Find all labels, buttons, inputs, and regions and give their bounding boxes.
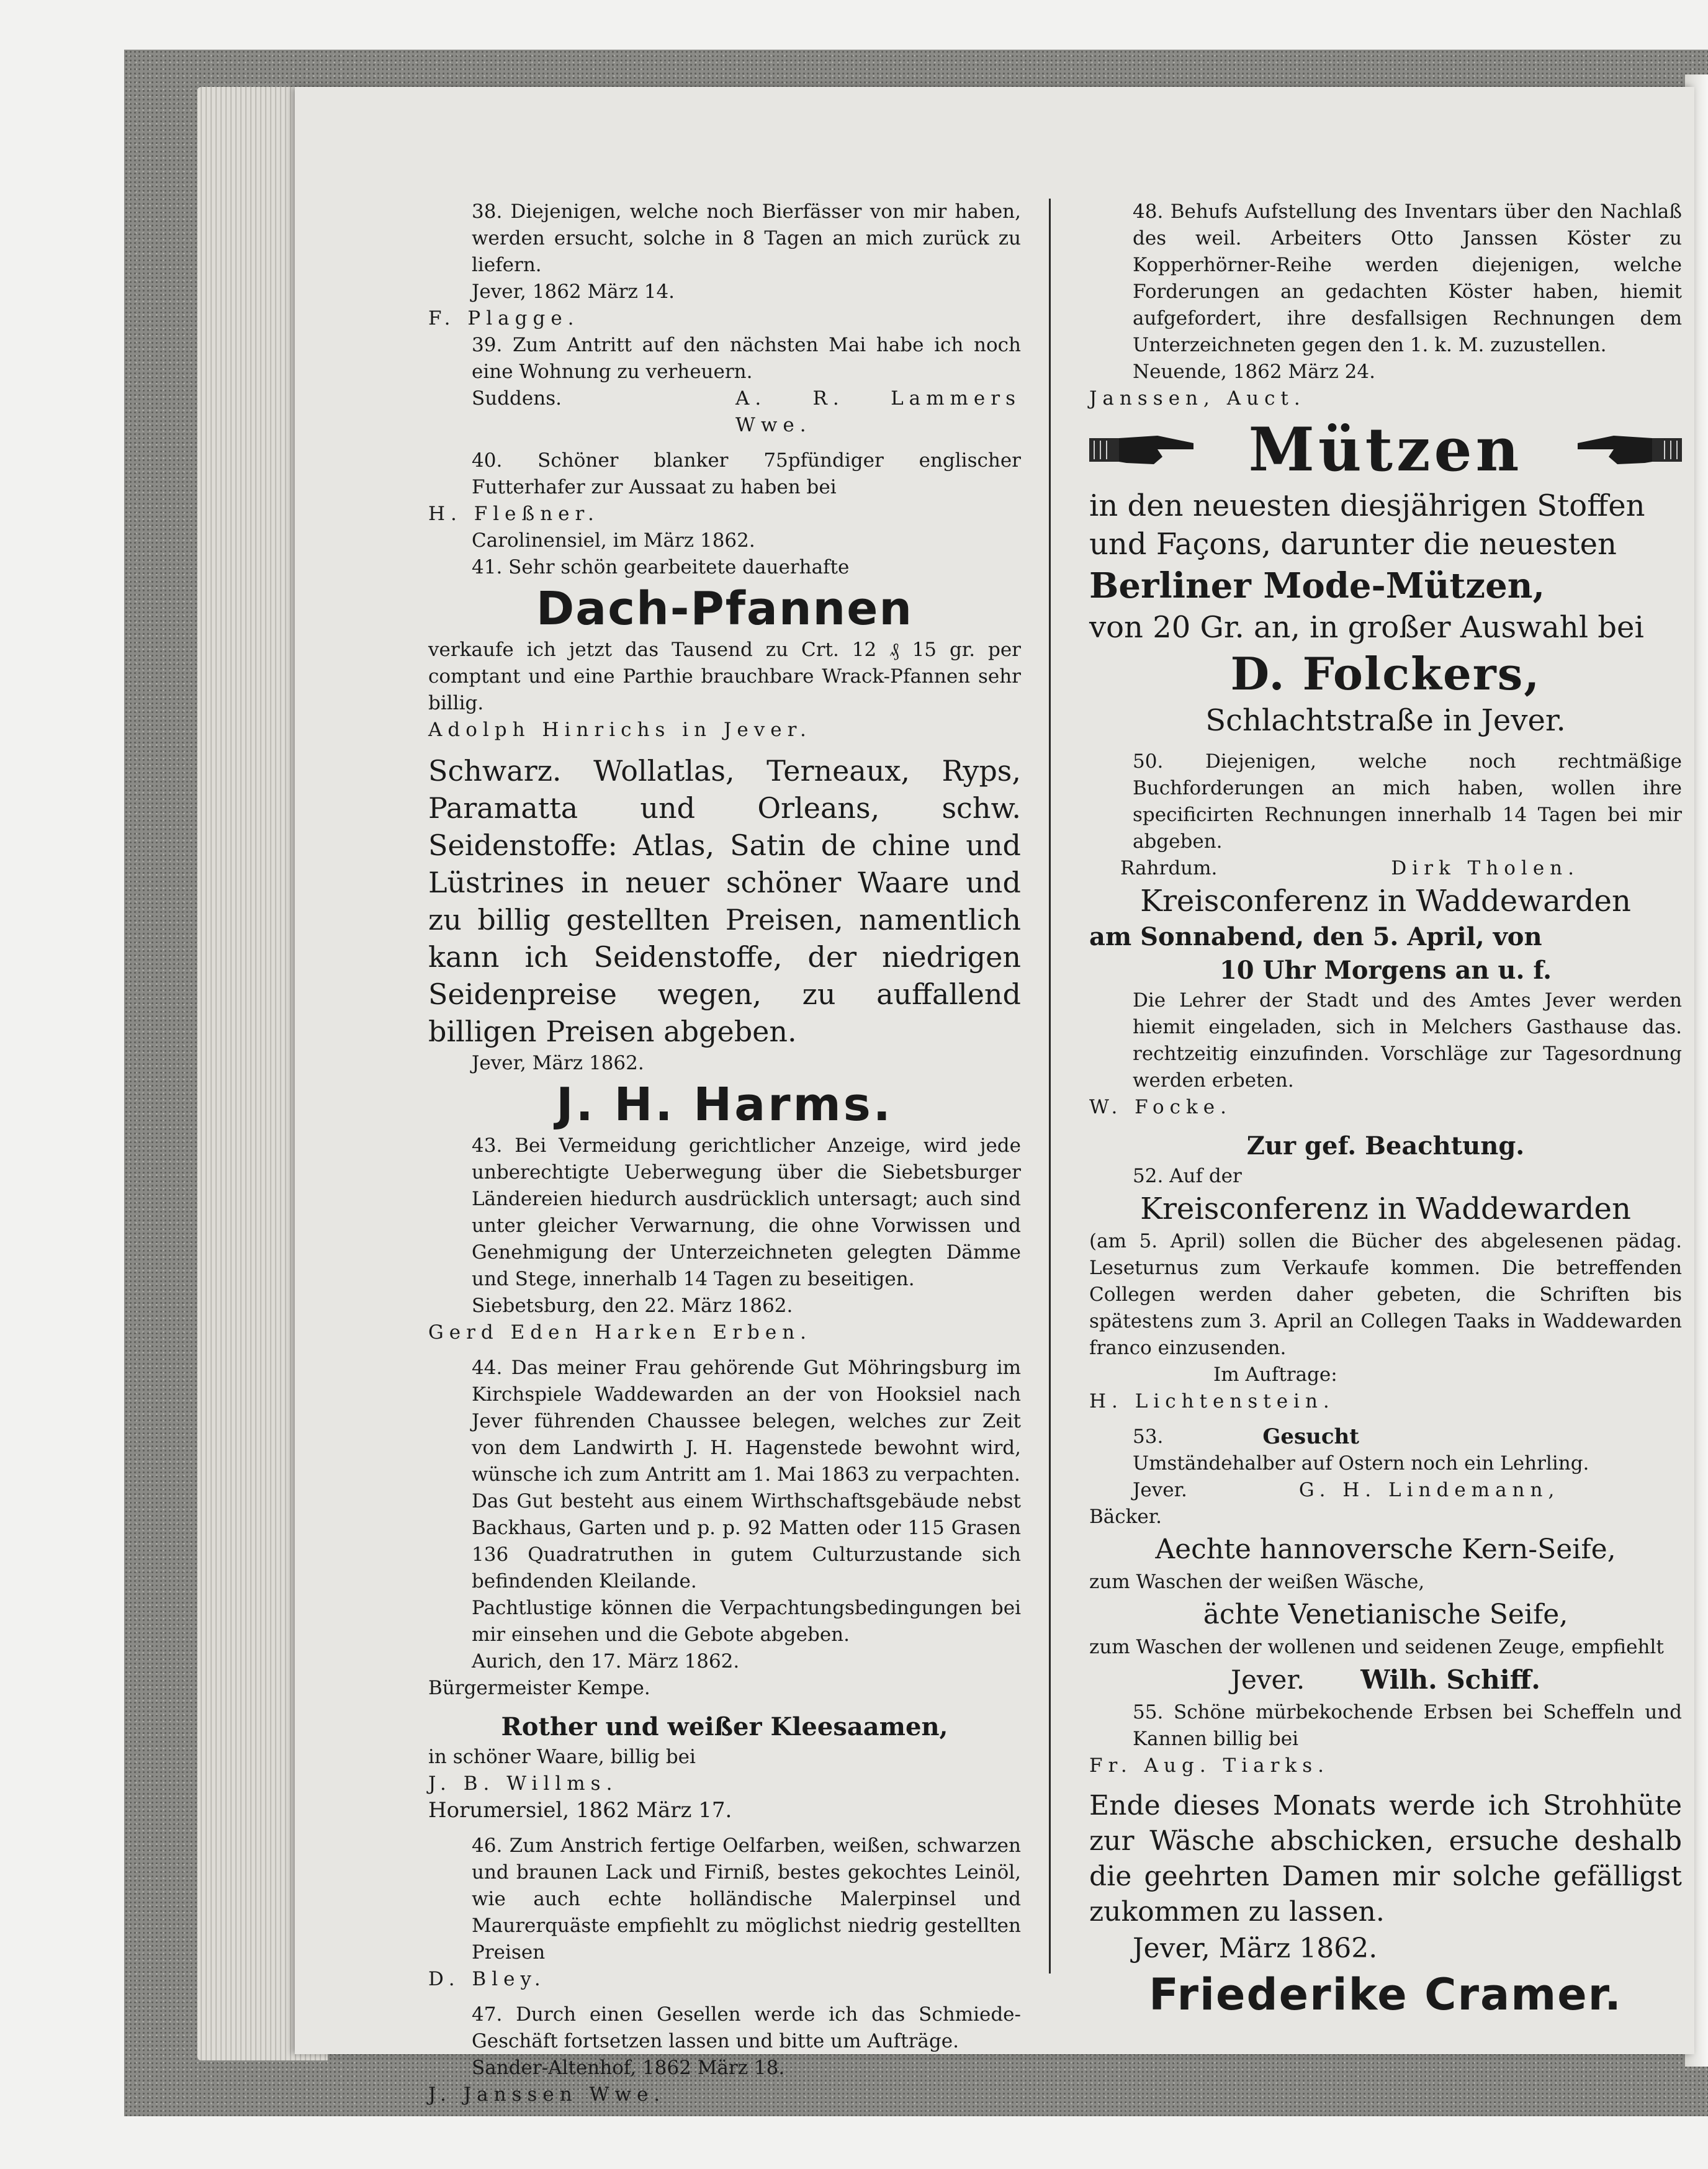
ad-38 xyxy=(428,199,1021,332)
ad-54 xyxy=(1089,1530,1682,1699)
ad-line-auftrag: Im Auftrage: xyxy=(1213,1363,1337,1386)
ad-49 xyxy=(1089,412,1682,740)
left-column xyxy=(428,199,1021,2108)
ad-53 xyxy=(1089,1424,1682,1530)
signature: Adolph Hinrichs in Jever. xyxy=(428,719,812,741)
column-divider xyxy=(1049,199,1051,1974)
ad-40 xyxy=(428,447,1021,554)
ad-text-2: Das Gut besteht aus einem Wirthschaftsgebäude nebst Backhaus, Garten und p. p. 92 Matten oder 115 Grasen 136 Quadratruthen in gutem Culturzustande sich befindenden Kleilande. xyxy=(472,1490,1021,1592)
headline-kleesaamen: Rother und weißer Kleesaamen, xyxy=(501,1712,948,1741)
signature: Wilh. Schiff. xyxy=(1360,1664,1540,1695)
ad-52 xyxy=(1089,1129,1682,1415)
place-date: Jever, März 1862. xyxy=(1133,1933,1378,1964)
headline-kern-seife: Aechte hannoversche Kern-Seife, xyxy=(1155,1534,1616,1565)
ad-intro: 41. Sehr schön gearbeitete dauerhafte xyxy=(472,556,850,578)
headline-beachtung: Zur gef. Beachtung. xyxy=(1246,1131,1525,1161)
headline-folckers: D. Folckers, xyxy=(1230,647,1541,700)
ad-text: verkaufe ich jetzt das Tausend zu Crt. 12 ₰ 15 gr. per comptant und eine Parthie brauchbare Wrack-Pfannen sehr billig. xyxy=(428,639,1021,714)
ad-line-3: 10 Uhr Morgens an u. f. xyxy=(1219,956,1552,985)
ad-text: in schöner Waare, billig bei xyxy=(428,1746,696,1768)
headline-friederike-cramer: Friederike Cramer. xyxy=(1149,1969,1622,2020)
signature: H. Lichtenstein. xyxy=(1089,1390,1335,1412)
signature: H. Fleßner. xyxy=(428,503,600,525)
right-column xyxy=(1089,199,1682,2021)
ad-text: 47. Durch einen Gesellen werde ich das Schmiede-Geschäft fortsetzen lassen und bitte um Aufträge. xyxy=(472,2003,1021,2052)
ad-text: Ende dieses Monats werde ich Strohhüte zur Wäsche abschicken, ersuche deshalb die geehrten Damen mir solche gefälligst zukommen zu lassen. xyxy=(1089,1790,1682,1928)
place-date: Carolinensiel, im März 1862. xyxy=(472,529,755,552)
place: Jever. xyxy=(1231,1664,1305,1695)
pointing-hand-left-icon xyxy=(1576,424,1682,474)
place-date: Jever, 1862 März 14. xyxy=(472,281,675,303)
signature: Dirk Tholen. xyxy=(1391,857,1580,879)
ad-45 xyxy=(428,1710,1021,1824)
ad-43 xyxy=(428,1133,1021,1346)
signature: F. Plagge. xyxy=(428,307,580,330)
ad-55 xyxy=(1089,1699,1682,1779)
ad-line-2: und Façons, darunter die neuesten xyxy=(1089,527,1617,562)
signature: Fr. Aug. Tiarks. xyxy=(1089,1754,1329,1777)
place-date: Jever, März 1862. xyxy=(472,1052,644,1074)
ad-46 xyxy=(428,1833,1021,1993)
place-date: Sander-Altenhof, 1862 März 18. xyxy=(472,2057,785,2079)
ad-56 xyxy=(1089,1788,1682,2021)
ad-41 xyxy=(428,554,1021,743)
ad-text: 43. Bei Vermeidung gerichtlicher Anzeige, wird jede unberechtigte Ueberwegung über die Siebetsburger Ländereien hiedurch ausdrücklich untersagt; auch sind unter gleicher Verwarnung, die ohne Vorwissen und Genehmigung der Unterzeichneten gelegten Dämme und Stege, innerhalb 14 Tagen zu beseitigen. xyxy=(472,1134,1021,1290)
address: Schlachtstraße in Jever. xyxy=(1205,703,1566,738)
signature: J. Janssen Wwe. xyxy=(428,2083,666,2106)
ad-line-4: zum Waschen der wollenen und seidenen Zeuge, empfiehlt xyxy=(1089,1636,1664,1658)
signature-title: Bäcker. xyxy=(1089,1506,1162,1528)
ad-line-1: in den neuesten diesjährigen Stoffen xyxy=(1089,488,1645,523)
signature: A. R. Lammers Wwe. xyxy=(735,387,1021,436)
ad-39 xyxy=(428,332,1021,439)
headline-gesucht: Gesucht xyxy=(1262,1424,1359,1449)
ad-51 xyxy=(1089,882,1682,1121)
headline-berliner-mode-mutzen: Berliner Mode-Mützen, xyxy=(1089,565,1545,606)
ad-text-3: Pachtlustige können die Verpachtungsbedingungen bei mir einsehen und die Gebote abgeben. xyxy=(472,1597,1021,1646)
signature: Bürgermeister Kempe. xyxy=(428,1677,650,1699)
signature: G. H. Lindemann, xyxy=(1298,1479,1560,1501)
signature: Gerd Eden Harken Erben. xyxy=(428,1321,812,1344)
signature: W. Focke. xyxy=(1089,1096,1232,1118)
signature: Janssen, Auct. xyxy=(1089,387,1306,410)
headline-kreisconferenz: Kreisconferenz in Waddewarden xyxy=(1140,884,1631,918)
place-date: Neuende, 1862 März 24. xyxy=(1133,361,1375,383)
headline-mutzen: Mützen xyxy=(1248,414,1523,485)
ad-number: 53. xyxy=(1133,1426,1164,1448)
ad-text: 46. Zum Anstrich fertige Oelfarben, weißen, schwarzen und braunen Lack und Firniß, bestes gekochtes Leinöl, wie auch echte holländische Malerpinsel und Maurerquäste empfiehlt zu möglichst niedrig gestellten Preisen xyxy=(472,1834,1021,1964)
ad-line-4: von 20 Gr. an, in großer Auswahl bei xyxy=(1089,610,1644,645)
pointing-hand-right-icon xyxy=(1089,424,1195,474)
ad-line-2: am Sonnabend, den 5. April, von xyxy=(1089,922,1542,951)
ad-text: Schwarz. Wollatlas, Terneaux, Ryps, Paramatta und Orleans, schw. Seidenstoffe: Atlas, Satin de chine und Lüstrines in neuer schöner Waare und zu billig gestellten Preisen, namentlich kann ich Seidenstoffe, der niedrigen Seidenpreise wegen, zu auffallend billigen Preisen abgeben. xyxy=(428,754,1021,1048)
place: Rahrdum. xyxy=(1120,857,1218,879)
ad-text: 50. Diejenigen, welche noch rechtmäßige Buchforderungen an mich haben, wollen ihre specificirten Rechnungen innerhalb 14 Tagen bei mir abgeben. xyxy=(1133,750,1682,853)
headline-harms: J. H. Harms. xyxy=(556,1078,893,1131)
ad-47 xyxy=(428,2001,1021,2108)
place-date: Siebetsburg, den 22. März 1862. xyxy=(472,1295,793,1317)
ad-text: Die Lehrer der Stadt und des Amtes Jever werden hiemit eingeladen, sich in Melchers Gasthause das. rechtzeitig einzufinden. Vorschläge zur Tagesordnung werden erbeten. xyxy=(1133,989,1682,1092)
ad-text: 44. Das meiner Frau gehörende Gut Möhringsburg im Kirchspiele Waddewarden an der von Hooksiel nach Jever führenden Chaussee belegen, welches zur Zeit von dem Landwirth J. H. Hagenstede bewohnt wird, wünsche ich zum Antritt am 1. Mai 1863 zu verpachten. xyxy=(472,1357,1021,1486)
place-date: Horumersiel, 1862 März 17. xyxy=(428,1798,732,1823)
signature: D. Bley. xyxy=(428,1968,546,1990)
ad-text: 38. Diejenigen, welche noch Bierfässer von mir haben, werden ersucht, solche in 8 Tagen an mich zurück zu liefern. xyxy=(472,200,1021,276)
ad-line-2: zum Waschen der weißen Wäsche, xyxy=(1089,1571,1425,1593)
ad-text: 39. Zum Antritt auf den nächsten Mai habe ich noch eine Wohnung zu verheuern. xyxy=(472,334,1021,383)
ad-48 xyxy=(1089,199,1682,412)
signature: J. B. Willms. xyxy=(428,1772,618,1795)
ad-text: 48. Behufs Aufstellung des Inventars über den Nachlaß des weil. Arbeiters Otto Janssen Köster zu Kopperhörner-Reihe werden diejenigen, welche Forderungen an gedachten Köster haben, hiemit aufgefordert, ihre desfallsigen Rechnungen dem Unterzeichneten gegen den 1. k. M. zuzustellen. xyxy=(1133,200,1682,356)
ad-text: (am 5. April) sollen die Bücher des abgelesenen pädag. Leseturnus zum Verkaufe kommen. Die betreffenden Collegen werden daher gebeten, die Schriften bis spätestens zum 3. April an Collegen Taaks in Waddewarden franco einzusenden. xyxy=(1089,1230,1682,1359)
place: Suddens. xyxy=(472,387,562,410)
place-date: Aurich, den 17. März 1862. xyxy=(472,1650,740,1673)
ad-44 xyxy=(428,1355,1021,1702)
ad-50 xyxy=(1089,748,1682,882)
subheadline-kreisconferenz: Kreisconferenz in Waddewarden xyxy=(1140,1192,1631,1226)
ad-42 xyxy=(428,752,1021,1133)
headline-dach-pfannen: Dach-Pfannen xyxy=(536,582,914,635)
ad-intro: 52. Auf der xyxy=(1133,1165,1242,1187)
ad-text: 40. Schöner blanker 75pfündiger englischer Futterhafer zur Aussaat zu haben bei xyxy=(472,449,1021,498)
ad-text: Umständehalber auf Ostern noch ein Lehrling. xyxy=(1133,1452,1589,1475)
place: Jever. xyxy=(1133,1479,1187,1501)
ad-text: 55. Schöne mürbekochende Erbsen bei Scheffeln und Kannen billig bei xyxy=(1133,1701,1682,1750)
headline-venetianische-seife: ächte Venetianische Seife, xyxy=(1203,1599,1568,1630)
